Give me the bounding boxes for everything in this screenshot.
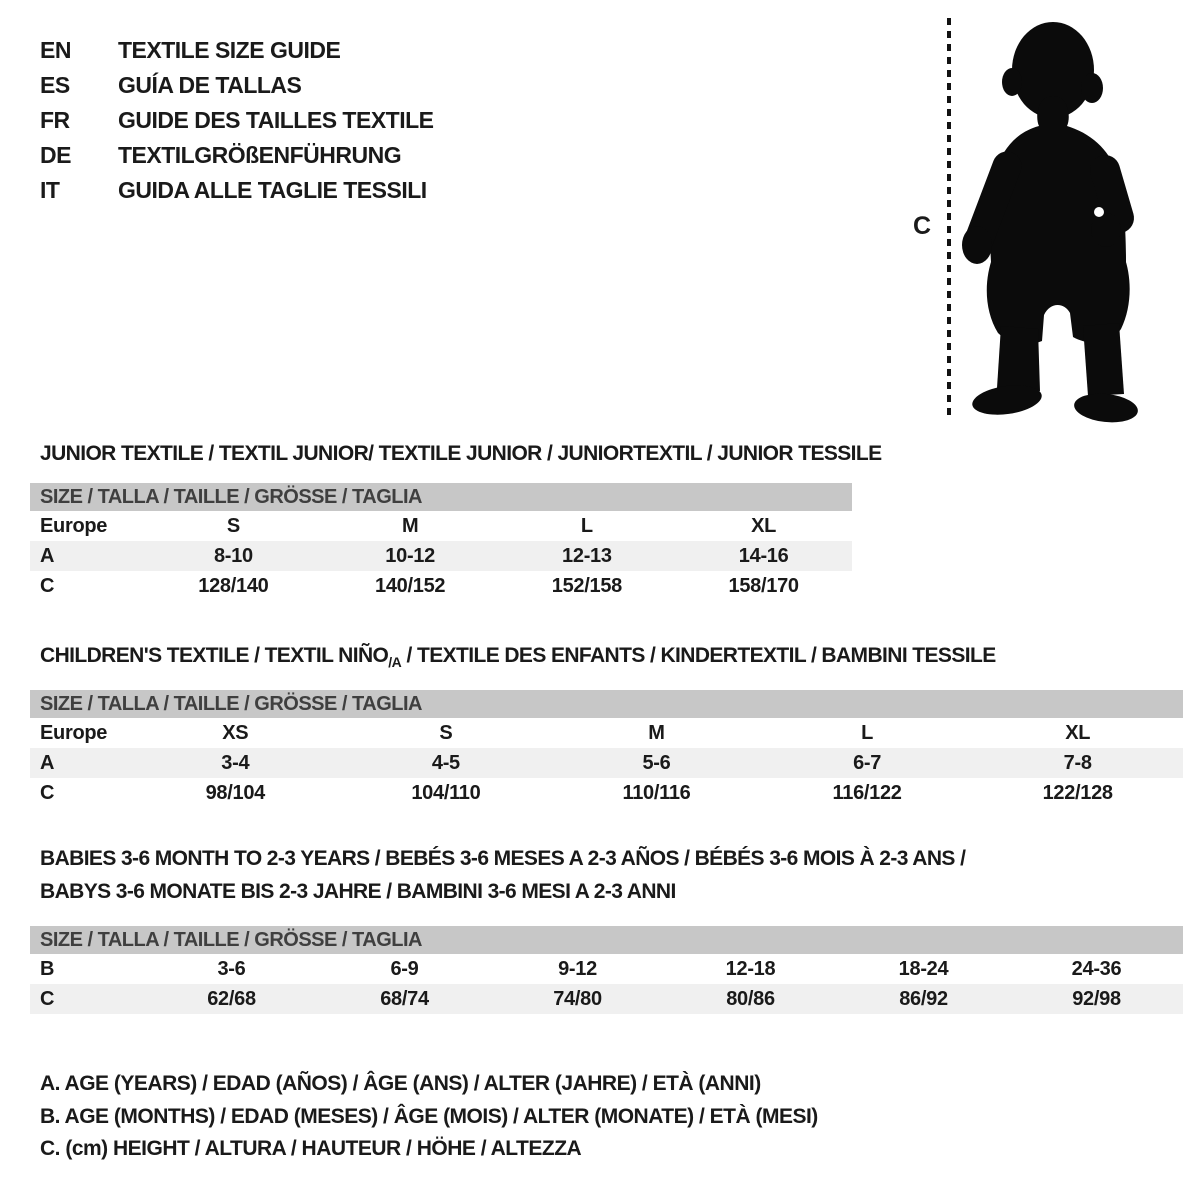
babies-row-height-label: C (40, 988, 55, 1010)
children-age-l: 6-7 (853, 752, 882, 774)
children-title-post: / TEXTILE DES ENFANTS / KINDERTEXTIL / BAMBINI TESSILE (401, 644, 996, 667)
junior-row-age-label: A (40, 545, 55, 567)
children-row-age (30, 748, 1183, 778)
children-age-s: 4-5 (431, 752, 460, 774)
babies-row-months-label: B (40, 958, 55, 980)
junior-size-table (30, 483, 852, 601)
children-height-s: 104/110 (411, 782, 481, 804)
babies-height-2: 68/74 (380, 988, 429, 1010)
legend-age-years: A. AGE (YEARS) / EDAD (AÑOS) / ÂGE (ANS) / ALTER (JAHRE) / ETÀ (ANNI) (40, 1072, 761, 1095)
children-height-xs: 98/104 (205, 782, 265, 804)
children-columns-row (30, 718, 1183, 748)
lang-row-de (40, 138, 434, 173)
babies-height-4: 80/86 (726, 988, 775, 1010)
lang-row-fr (40, 103, 434, 138)
junior-col-m: M (401, 515, 419, 537)
children-title-pre: CHILDREN'S TEXTILE / TEXTIL NIÑO (40, 644, 389, 667)
children-size-table (30, 690, 1183, 808)
children-height-m: 110/116 (622, 782, 691, 804)
junior-col-xl: XL (751, 515, 777, 537)
toddler-silhouette-icon (953, 14, 1153, 434)
lang-row-it (40, 173, 434, 208)
junior-size-header-bar: SIZE / TALLA / TAILLE / GRÖSSE / TAGLIA (30, 483, 852, 511)
height-measure-label: C (913, 212, 932, 240)
junior-age-s: 8-10 (213, 545, 253, 567)
lang-row-en (40, 33, 434, 68)
babies-size-table (30, 926, 1183, 1014)
junior-col-l: L (580, 515, 593, 537)
children-col-m: M (648, 722, 665, 744)
children-age-m: 5-6 (642, 752, 671, 774)
junior-age-xl: 14-16 (738, 545, 789, 567)
babies-height-5: 86/92 (899, 988, 948, 1010)
lang-label-it: GUIDA ALLE TAGLIE TESSILI (118, 177, 427, 203)
junior-row-height-label: C (40, 575, 55, 597)
babies-months-6: 24-36 (1071, 958, 1122, 980)
babies-months-1: 3-6 (217, 958, 246, 980)
lang-code-es: ES (40, 72, 70, 98)
lang-label-es: GUÍA DE TALLAS (118, 72, 302, 98)
junior-age-m: 10-12 (385, 545, 435, 567)
babies-months-2: 6-9 (390, 958, 419, 980)
legend-height-cm: C. (cm) HEIGHT / ALTURA / HAUTEUR / HÖHE / ALTEZZA (40, 1137, 582, 1160)
junior-col-s: S (226, 515, 240, 537)
babies-height-6: 92/98 (1072, 988, 1121, 1010)
children-col-xs: XS (222, 722, 249, 744)
lang-code-it: IT (40, 177, 60, 203)
children-age-xl: 7-8 (1063, 752, 1092, 774)
children-columns-label: Europe (40, 722, 108, 744)
babies-height-3: 74/80 (553, 988, 602, 1010)
junior-columns-label: Europe (40, 515, 108, 537)
babies-section-title-line1: BABIES 3-6 MONTH TO 2-3 YEARS / BEBÉS 3-6 MESES A 2-3 AÑOS / BÉBÉS 3-6 MOIS À 2-3 ANS / (40, 847, 966, 870)
language-title-block (40, 33, 434, 208)
junior-row-age (30, 541, 852, 571)
legend-age-months: B. AGE (MONTHS) / EDAD (MESES) / ÂGE (MOIS) / ALTER (MONATE) / ETÀ (MESI) (40, 1105, 818, 1128)
babies-height-1: 62/68 (207, 988, 256, 1010)
height-measure-line (947, 18, 951, 418)
babies-months-5: 18-24 (898, 958, 949, 980)
children-title-sub: /A (388, 654, 402, 670)
junior-height-m: 140/152 (375, 575, 446, 597)
children-size-header-bar: SIZE / TALLA / TAILLE / GRÖSSE / TAGLIA (30, 690, 1183, 718)
lang-label-fr: GUIDE DES TAILLES TEXTILE (118, 107, 434, 133)
babies-months-4: 12-18 (725, 958, 776, 980)
babies-section-title-line2: BABYS 3-6 MONATE BIS 2-3 JAHRE / BAMBINI 3-6 MESI A 2-3 ANNI (40, 880, 676, 903)
lang-label-en: TEXTILE SIZE GUIDE (118, 37, 341, 63)
babies-months-3: 9-12 (558, 958, 597, 980)
babies-row-months (30, 954, 1183, 984)
junior-height-l: 152/158 (551, 575, 622, 597)
children-height-xl: 122/128 (1042, 782, 1113, 804)
lang-row-es (40, 68, 434, 103)
children-age-xs: 3-4 (221, 752, 250, 774)
junior-columns-row (30, 511, 852, 541)
children-row-age-label: A (40, 752, 55, 774)
babies-row-height (30, 984, 1183, 1014)
junior-section-title: JUNIOR TEXTILE / TEXTIL JUNIOR/ TEXTILE JUNIOR / JUNIORTEXTIL / JUNIOR TESSILE (40, 442, 882, 465)
children-section-title (40, 644, 996, 670)
lang-label-de: TEXTILGRÖßENFÜHRUNG (118, 142, 402, 168)
lang-code-en: EN (40, 37, 71, 63)
junior-age-l: 12-13 (562, 545, 612, 567)
junior-height-s: 128/140 (198, 575, 269, 597)
children-col-s: S (439, 722, 453, 744)
children-row-height (30, 778, 1183, 808)
junior-row-height (30, 571, 852, 601)
lang-code-fr: FR (40, 107, 70, 133)
children-col-l: L (861, 722, 874, 744)
junior-height-xl: 158/170 (728, 575, 799, 597)
children-height-l: 116/122 (832, 782, 902, 804)
lang-code-de: DE (40, 142, 71, 168)
children-col-xl: XL (1065, 722, 1091, 744)
children-row-height-label: C (40, 782, 55, 804)
babies-size-header-bar: SIZE / TALLA / TAILLE / GRÖSSE / TAGLIA (30, 926, 1183, 954)
